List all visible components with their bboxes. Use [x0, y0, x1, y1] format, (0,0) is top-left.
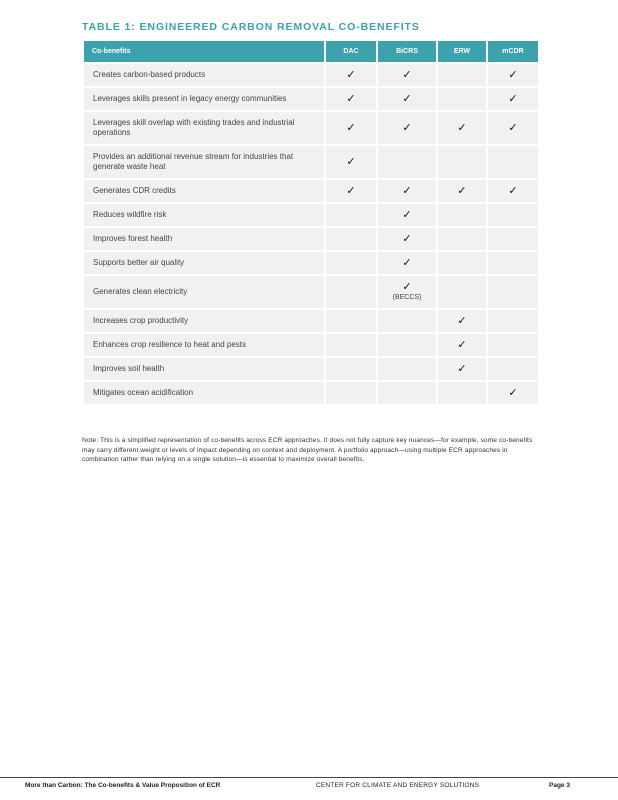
beccs-note: (BECCS): [392, 294, 422, 301]
cell-erw: [438, 334, 486, 356]
benefit-label: Improves soil health: [84, 358, 324, 380]
benefit-label: Increases crop productivity: [84, 310, 324, 332]
benefit-label: Mitigates ocean acidification: [84, 382, 324, 404]
table-row: [84, 334, 538, 356]
cell-dac: [326, 180, 376, 202]
cell-erw: [438, 146, 486, 178]
table-row: [84, 204, 538, 226]
cell-erw: [438, 382, 486, 404]
cell-dac: [326, 228, 376, 250]
table-row: [84, 276, 538, 308]
cell-mcdr: [488, 334, 538, 356]
cell-erw: [438, 228, 486, 250]
check-icon: ✓: [346, 184, 356, 197]
benefit-label: Enhances crop resilience to heat and pests: [84, 334, 324, 356]
cell-dac: [326, 64, 376, 86]
check-icon: ✓: [346, 121, 356, 134]
footer-divider: [0, 777, 618, 778]
cell-mcdr: [488, 228, 538, 250]
check-icon: ✓: [457, 184, 467, 197]
check-icon: ✓: [508, 92, 518, 105]
cell-bicrs: [378, 88, 436, 110]
check-icon: ✓: [402, 121, 412, 134]
benefit-label: Generates clean electricity: [84, 276, 324, 308]
check-icon: ✓: [508, 68, 518, 81]
cell-bicrs: [378, 64, 436, 86]
benefit-label: Leverages skill overlap with existing trades and industrial operations: [84, 112, 324, 144]
cell-mcdr: [488, 252, 538, 274]
header-mcdr: mCDR: [488, 41, 538, 62]
benefit-label: Supports better air quality: [84, 252, 324, 274]
table-note: Note: This is a simplified representation of co-benefits across ECR approaches. It does not fully capture key nuances—for example, some co-benefits may carry different weight or levels of impact depending on context and deployment. A portfolio approach—using multiple ECR approaches in combination rather than relying on a single solution—is essential to maximize overall benefits.: [82, 437, 533, 463]
cell-bicrs: [378, 204, 436, 226]
check-icon: ✓: [346, 155, 356, 168]
table-row: [84, 252, 538, 274]
cell-erw: [438, 204, 486, 226]
cell-dac: [326, 88, 376, 110]
cell-erw: [438, 88, 486, 110]
cell-dac: [326, 382, 376, 404]
check-icon: ✓: [508, 121, 518, 134]
benefit-label: Leverages skills present in legacy energy communities: [84, 88, 324, 110]
cell-erw: [438, 180, 486, 202]
cell-dac: [326, 310, 376, 332]
cell-erw: [438, 64, 486, 86]
benefit-label: Reduces wildfire risk: [84, 204, 324, 226]
cell-bicrs: [378, 252, 436, 274]
benefit-label: Creates carbon-based products: [84, 64, 324, 86]
check-icon: ✓: [402, 208, 412, 221]
header-cobenefits: Co-benefits: [84, 41, 324, 62]
footer-report-title: More than Carbon: The Co-benefits & Value Proposition of ECR: [25, 782, 221, 789]
table-row: [84, 358, 538, 380]
check-icon: ✓: [457, 362, 467, 375]
cell-dac: [326, 276, 376, 308]
check-icon: ✓: [457, 121, 467, 134]
check-icon: ✓: [457, 338, 467, 351]
cell-bicrs: [378, 228, 436, 250]
cell-dac: [326, 146, 376, 178]
cell-bicrs: [378, 112, 436, 144]
cell-bicrs: [378, 180, 436, 202]
header-dac: DAC: [326, 41, 376, 62]
benefit-label: Improves forest health: [84, 228, 324, 250]
cobenefits-table: [82, 39, 540, 406]
cell-mcdr: [488, 204, 538, 226]
cell-mcdr: [488, 112, 538, 144]
check-icon: ✓: [402, 68, 412, 81]
cell-bicrs: [378, 334, 436, 356]
check-icon: ✓: [402, 256, 412, 269]
header-bicrs: BiCRS: [378, 41, 436, 62]
table-row: [84, 180, 538, 202]
cell-bicrs: [378, 310, 436, 332]
footer-organization: CENTER FOR CLIMATE AND ENERGY SOLUTIONS: [316, 782, 480, 789]
cell-erw: [438, 310, 486, 332]
table-header-row: [84, 41, 538, 62]
cell-bicrs: [378, 276, 436, 308]
footer-page-number: Page 3: [549, 782, 570, 789]
check-icon: ✓: [402, 184, 412, 197]
check-icon: ✓: [508, 386, 518, 399]
table-row: [84, 88, 538, 110]
cell-mcdr: [488, 382, 538, 404]
cell-dac: [326, 334, 376, 356]
cell-erw: [438, 276, 486, 308]
table-row: [84, 310, 538, 332]
benefit-label: Provides an additional revenue stream for industries that generate waste heat: [84, 146, 324, 178]
cell-bicrs: [378, 146, 436, 178]
cell-dac: [326, 204, 376, 226]
cell-erw: [438, 252, 486, 274]
check-icon: ✓: [402, 232, 412, 245]
cell-mcdr: [488, 88, 538, 110]
check-icon: ✓: [508, 184, 518, 197]
table-row: [84, 64, 538, 86]
cell-dac: [326, 358, 376, 380]
cell-bicrs: [378, 382, 436, 404]
header-erw: ERW: [438, 41, 486, 62]
cell-mcdr: [488, 276, 538, 308]
cell-mcdr: [488, 180, 538, 202]
cell-dac: [326, 252, 376, 274]
table-row: [84, 382, 538, 404]
table-row: [84, 112, 538, 144]
check-icon: ✓: [402, 92, 412, 105]
cell-dac: [326, 112, 376, 144]
cell-bicrs: [378, 358, 436, 380]
cell-erw: [438, 358, 486, 380]
cell-mcdr: [488, 310, 538, 332]
cell-erw: [438, 112, 486, 144]
table-row: [84, 228, 538, 250]
check-icon: ✓: [457, 314, 467, 327]
cell-mcdr: [488, 146, 538, 178]
cell-mcdr: [488, 358, 538, 380]
table-row: [84, 146, 538, 178]
check-icon: ✓: [346, 68, 356, 81]
benefit-label: Generates CDR credits: [84, 180, 324, 202]
check-icon: ✓: [402, 281, 412, 293]
table-title: TABLE 1: ENGINEERED CARBON REMOVAL CO-BENEFITS: [82, 21, 420, 33]
cell-mcdr: [488, 64, 538, 86]
check-icon: ✓: [346, 92, 356, 105]
